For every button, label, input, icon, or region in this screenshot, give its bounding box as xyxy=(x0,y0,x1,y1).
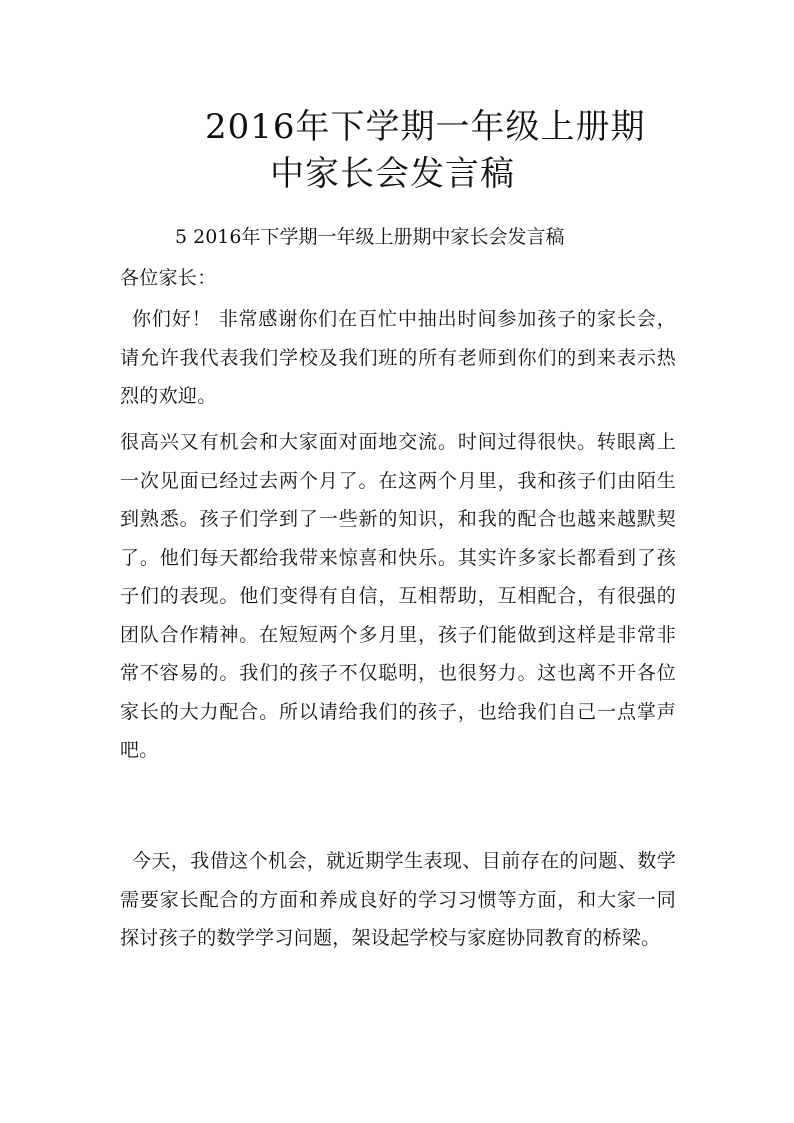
document-title-line-1: 2016年下学期一年级上册期 xyxy=(205,107,646,147)
document-title-line-2: 中家长会发言稿 xyxy=(270,154,515,194)
salutation: 各位家长： xyxy=(120,267,217,289)
paragraph-agenda: 今天，我借这个机会，就近期学生表现、目前存在的问题、数学需要家长配合的方面和养成良好的学习习惯等方面，和大家一同探讨孩子的数学学习问题，架设起学校与家庭协同教育的桥梁。 xyxy=(120,850,676,949)
paragraph-greeting: 你们好！ 非常感谢你们在百忙中抽出时间参加孩子的家长会，请允许我代表我们学校及我们班的所有老师到你们的到来表示热烈的欢迎。 xyxy=(120,308,676,407)
paragraph-progress: 很高兴又有机会和大家面对面地交流。时间过得很快。转眼离上一次见面已经过去两个月了。在这两个月里，我和孩子们由陌生到熟悉。孩子们学到了一些新的知识，和我的配合也越来越默契了。他们每天都给我带来惊喜和快乐。其实许多家长都看到了孩子们的表现。他们变得有自信，互相帮助，互相配合，有很强的团队合作精神。在短短两个多月里，孩子们能做到这样是非常非常不容易的。我们的孩子不仅聪明，也很努力。这也离不开各位家长的大力配合。所以请给我们的孩子，也给我们自己一点掌声吧。 xyxy=(120,431,676,761)
document-subtitle: 5 2016年下学期一年级上册期中家长会发言稿 xyxy=(175,226,565,248)
